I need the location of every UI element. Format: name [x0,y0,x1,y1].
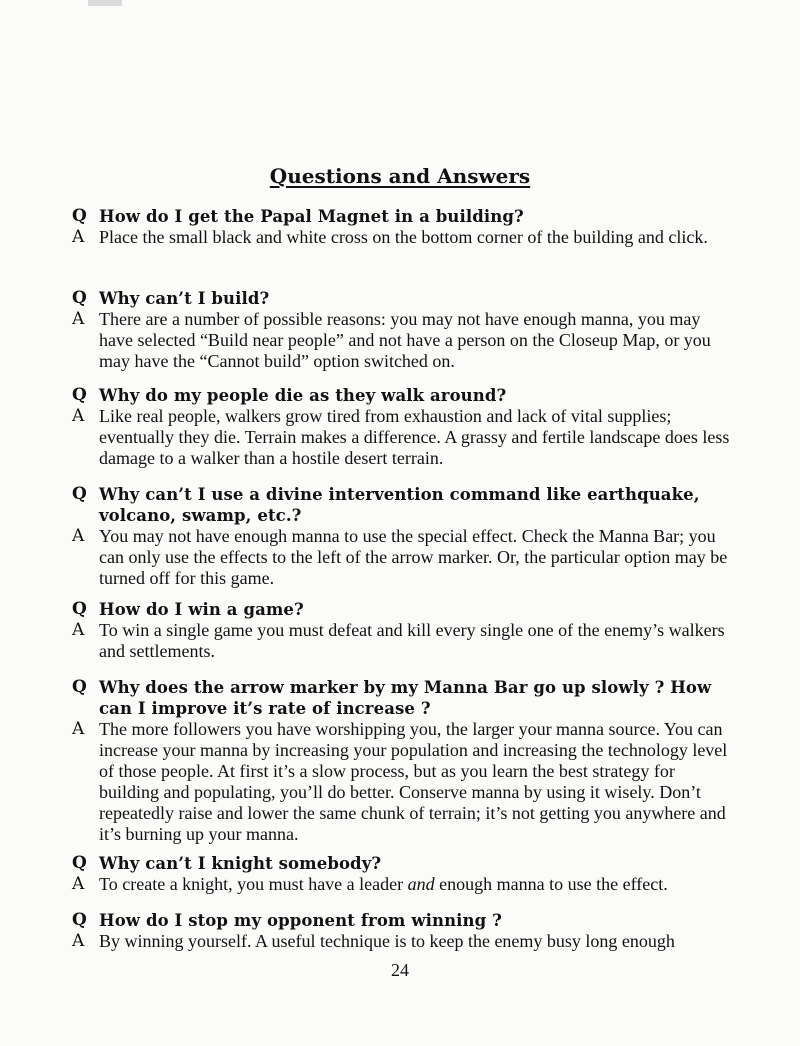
answer-text: There are a number of possible reasons: you may not have enough manna, you may have selected “Build near people” and not have a person on the Closeup Map, or you may have the “Cannot build” option switched on. [99,309,711,371]
qa-item [72,910,732,952]
answer-label: A [72,309,85,329]
answer-text: Place the small black and white cross on the bottom corner of the building and click. [99,227,708,247]
qa-item [72,484,732,589]
question-label: Q [72,288,87,308]
answer-row [72,620,732,662]
page-title: Questions and Answers [269,164,531,188]
question-label: Q [72,484,87,504]
question-text: How do I get the Papal Magnet in a building? [99,207,524,226]
question-label: Q [72,677,87,697]
answer-label: A [72,931,85,951]
question-row [72,385,732,406]
answer-label: A [72,406,85,426]
page-number: 24 [391,960,409,980]
answer-label: A [72,526,85,546]
answer-row [72,406,732,469]
answer-row [72,227,732,248]
answer-row [72,309,732,372]
answer-label: A [72,620,85,640]
answer-label: A [72,719,85,739]
answer-text: You may not have enough manna to use the special effect. Check the Manna Bar; you can only use the effects to the left of the arrow marker. Or, the particular option may be turned off for this game. [99,526,728,588]
question-row [72,677,732,719]
question-label: Q [72,910,87,930]
question-label: Q [72,853,87,873]
question-label: Q [72,599,87,619]
qa-item [72,288,732,372]
answer-text-end: enough manna to use the effect. [434,874,668,894]
answer-label: A [72,874,85,894]
question-label: Q [72,206,87,226]
answer-label: A [72,227,85,247]
answer-text: The more followers you have worshipping you, the larger your manna source. You can increase your manna by increasing your population and increasing the technology level of those people. At first it’s a slow process, but as you learn the best strategy for building and populating, you’ll do better. Conserve manna by using it wisely. Don’t repeatedly raise and lower the same chunk of terrain; it’s not getting you anywhere and it’s burning up your manna. [99,719,728,844]
question-text: Why can’t I build? [99,289,270,308]
question-text: Why can’t I use a divine intervention command like earthquake, volcano, swamp, etc.? [99,485,700,525]
question-text: How do I stop my opponent from winning ? [99,911,502,930]
qa-item [72,206,732,248]
answer-text: To win a single game you must defeat and kill every single one of the enemy’s walkers and settlements. [99,620,725,661]
question-text: How do I win a game? [99,600,304,619]
answer-row [72,931,732,952]
question-row [72,206,732,227]
question-row [72,484,732,526]
answer-text: Like real people, walkers grow tired from exhaustion and lack of vital supplies; eventually they die. Terrain makes a difference. A grassy and fertile landscape does less damage to a walker than a hostile desert terrain. [99,406,730,468]
answer-emphasis: and [407,874,435,894]
question-text: Why do my people die as they walk around? [99,386,507,405]
answer-row [72,719,732,845]
answer-text-start: To create a knight, you must have a leader [99,874,408,894]
answer-row [72,526,732,589]
question-row [72,853,732,874]
answer-text [99,874,732,895]
question-row [72,599,732,620]
qa-item [72,677,732,845]
question-label: Q [72,385,87,405]
question-text: Why does the arrow marker by my Manna Bar go up slowly ? How can I improve it’s rate of increase ? [99,678,712,718]
qa-item [72,853,732,895]
answer-row [72,874,732,895]
question-row [72,910,732,931]
scan-artifact [88,0,122,6]
qa-item [72,599,732,662]
answer-text: By winning yourself. A useful technique is to keep the enemy busy long enough [99,931,675,951]
qa-item [72,385,732,469]
question-text: Why can’t I knight somebody? [99,854,382,873]
question-row [72,288,732,309]
